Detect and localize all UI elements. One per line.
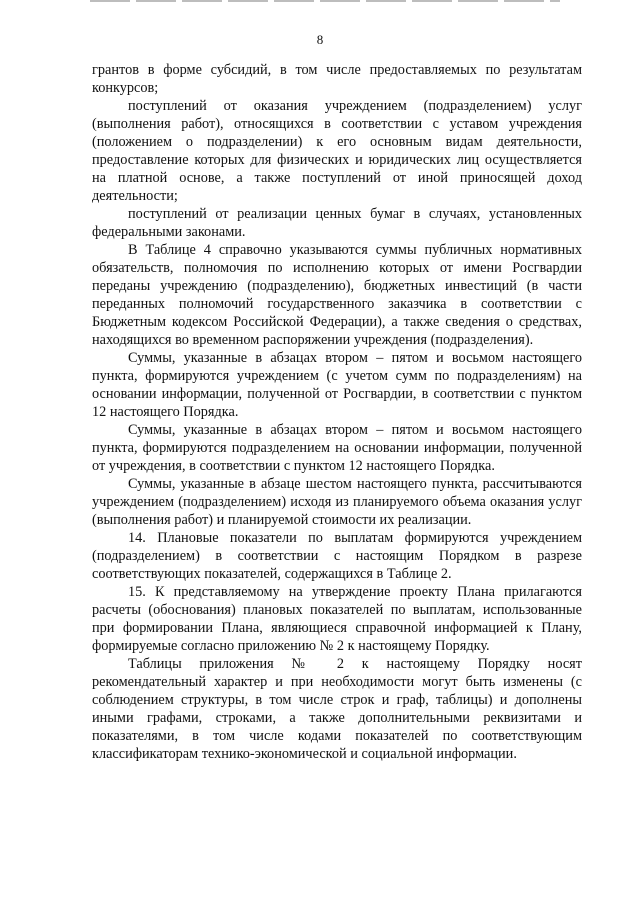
paragraph-item-14: 14. Плановые показатели по выплатам формируются учреждением (подразделением) в соответствии с настоящим Порядком в разрезе соответствующих показателей, содержащихся в Таблице 2. — [92, 530, 582, 582]
top-scan-rule — [90, 0, 560, 2]
document-body — [92, 61, 582, 763]
paragraph-grants: грантов в форме субсидий, в том числе предоставляемых по результатам конкурсов; — [92, 62, 582, 96]
page-number: 8 — [316, 32, 324, 47]
paragraph-sums-institution: Суммы, указанные в абзацах втором – пятом и восьмом настоящего пункта, формируются учреждением (с учетом сумм по подразделениям) на основании информации, полученной от Росгвардии, в соответствии с пунктом 12 настоящего Порядка. — [92, 350, 582, 420]
paragraph-item-15: 15. К представляемому на утверждение проекту Плана прилагаются расчеты (обоснования) плановых показателей по выплатам, использованные при формировании Плана, являющиеся справочной информацией к Плану, формируемые согласно приложению № 2 к настоящему Порядку. — [92, 584, 582, 654]
paragraph-table4: В Таблице 4 справочно указываются суммы публичных нормативных обязательств, полномочия по исполнению которых от имени Росгвардии переданы учреждению (подразделению), бюджетных инвестиций (в части переданных полномочий государственного заказчика в соответствии с Бюджетным кодексом Российской Федерации), а также сведения о средствах, находящихся во временном распоряжении учреждения (подразделения). — [92, 242, 582, 348]
paragraph-securities: поступлений от реализации ценных бумаг в случаях, установленных федеральными законами. — [92, 206, 582, 240]
paragraph-services-income: поступлений от оказания учреждением (подразделением) услуг (выполнения работ), относящихся в соответствии с уставом учреждения (положением о подразделении) к его основным видам деятельности, предоставление которых для физических и юридических лиц осуществляется на платной основе, а также поступлений от иной приносящей доход деятельности; — [92, 98, 582, 204]
paragraph-sums-sixth: Суммы, указанные в абзаце шестом настоящего пункта, рассчитываются учреждением (подразделением) исходя из планируемого объема оказания услуг (выполнения работ) и планируемой стоимости их реализации. — [92, 476, 582, 528]
paragraph-sums-subdivision: Суммы, указанные в абзацах втором – пятом и восьмом настоящего пункта, формируются подразделением на основании информации, полученной от учреждения, в соответствии с пунктом 12 настоящего Порядка. — [92, 422, 582, 474]
paragraph-annex-tables: Таблицы приложения № 2 к настоящему Порядку носят рекомендательный характер и при необходимости могут быть изменены (с соблюдением структуры, в том числе строк и граф, таблицы) и дополнены иными графами, строками, а также дополнительными реквизитами и показателями, в том числе кодами показателей по соответствующим классификаторам технико-экономической и социальной информации. — [92, 656, 582, 762]
